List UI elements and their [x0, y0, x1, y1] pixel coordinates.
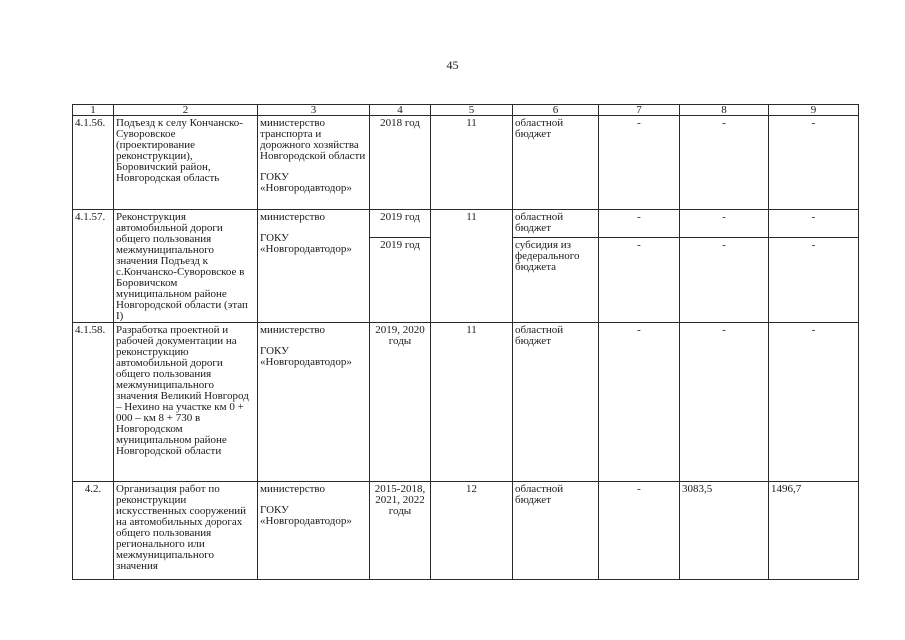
column-header: 6 [513, 105, 599, 116]
amount-col8: 3083,5 [680, 482, 769, 580]
funding-source: областной бюджет [513, 323, 599, 482]
item-number: 4.2. [73, 482, 114, 580]
responsible-org: ГОКУ «Новгородавтодор» [260, 345, 352, 368]
period: 2019 год [370, 237, 431, 322]
column-number-row [73, 105, 859, 116]
amount-col7: - [599, 210, 680, 238]
page-number: 45 [446, 58, 459, 72]
responsible-cell [258, 323, 370, 482]
period: 2018 год [370, 116, 431, 210]
amount-col7: - [599, 237, 680, 322]
column-header: 8 [680, 105, 769, 116]
table-row [73, 482, 859, 580]
responsible-org: министерство [260, 211, 326, 223]
period: 2019, 2020 годы [370, 323, 431, 482]
period: 2015-2018, 2021, 2022 годы [370, 482, 431, 580]
amount-col8: - [680, 323, 769, 482]
responsible-cell [258, 210, 370, 323]
target-indicator: 11 [431, 210, 513, 323]
table-row [73, 210, 859, 238]
item-number: 4.1.56. [73, 116, 114, 210]
item-name: Организация работ по реконструкции искусственных сооружений на автомобильных дорогах общего пользования регионального или межмуниципального значения [114, 482, 258, 580]
table-row [73, 323, 859, 482]
responsible-org: ГОКУ «Новгородавтодор» [260, 232, 352, 255]
amount-col7: - [599, 116, 680, 210]
funding-source: областной бюджет [513, 116, 599, 210]
target-indicator: 12 [431, 482, 513, 580]
funding-source: субсидия из федерального бюджета [513, 237, 599, 322]
measures-table [72, 104, 859, 580]
table-row [73, 116, 859, 210]
column-header: 3 [258, 105, 370, 116]
amount-col9: - [769, 116, 859, 210]
responsible-org: министерство [260, 483, 326, 495]
item-name: Подъезд к селу Кончанско-Суворовское (проектирование реконструкции), Боровичский район, Новгородская область [114, 116, 258, 210]
responsible-org: министерство [260, 324, 326, 336]
amount-col8: - [680, 210, 769, 238]
amount-col8: - [680, 237, 769, 322]
funding-source: областной бюджет [513, 482, 599, 580]
amount-col9: - [769, 210, 859, 238]
responsible-org: ГОКУ «Новгородавтодор» [260, 504, 352, 527]
period: 2019 год [370, 210, 431, 238]
column-header: 4 [370, 105, 431, 116]
amount-col9: - [769, 323, 859, 482]
amount-col9: 1496,7 [769, 482, 859, 580]
item-name: Реконструкция автомобильной дороги общего пользования межмуниципального значения Подъезд к с.Кончанско-Суворовское в Боровичском муниципальном районе Новгородской области (этап I) [114, 210, 258, 323]
amount-col9: - [769, 237, 859, 322]
responsible-cell [258, 482, 370, 580]
column-header: 1 [73, 105, 114, 116]
responsible-org: министерство транспорта и дорожного хозяйства Новгородской области [260, 117, 366, 162]
column-header: 5 [431, 105, 513, 116]
amount-col7: - [599, 323, 680, 482]
column-header: 2 [114, 105, 258, 116]
target-indicator: 11 [431, 323, 513, 482]
column-header: 7 [599, 105, 680, 116]
column-header: 9 [769, 105, 859, 116]
funding-source: областной бюджет [513, 210, 599, 238]
amount-col7: - [599, 482, 680, 580]
amount-col8: - [680, 116, 769, 210]
responsible-org: ГОКУ «Новгородавтодор» [260, 171, 352, 194]
item-number: 4.1.57. [73, 210, 114, 323]
responsible-cell [258, 116, 370, 210]
target-indicator: 11 [431, 116, 513, 210]
item-name: Разработка проектной и рабочей документации на реконструкцию автомобильной дороги общего пользования межмуниципального значения Великий Новгород – Нехино на участке км 0 + 000 – км 8 + 730 в Новгородском муниципальном районе Новгородской области [114, 323, 258, 482]
item-number: 4.1.58. [73, 323, 114, 482]
